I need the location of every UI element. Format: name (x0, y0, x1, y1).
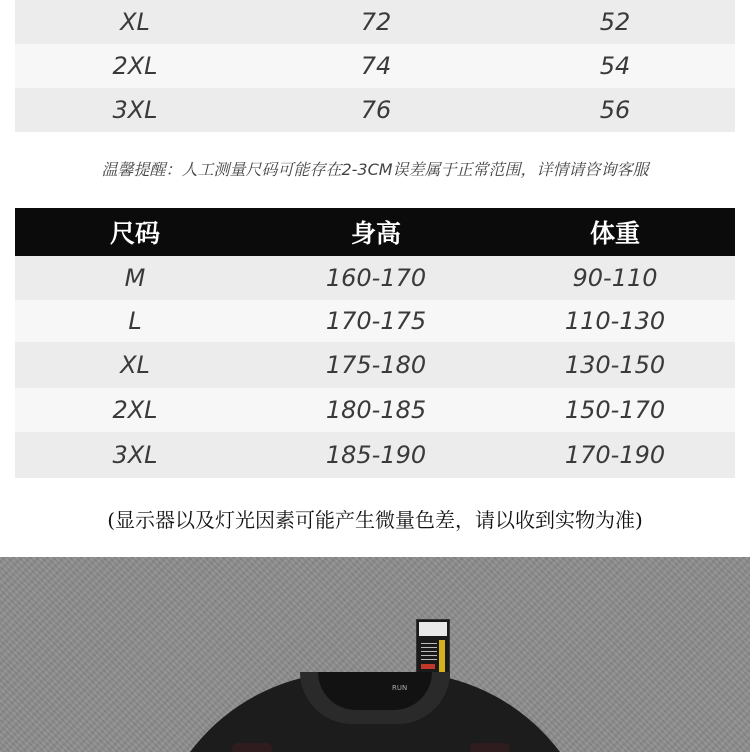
top-table-cell: 72 (360, 8, 392, 36)
size-table-header (15, 208, 735, 256)
weight-cell: 110-130 (564, 307, 666, 335)
neck-label: RUN (392, 684, 408, 692)
size-cell: M (124, 264, 146, 292)
size-table-row (15, 342, 735, 388)
top-table-cell: 2XL (112, 52, 158, 80)
header-weight: 体重 (589, 219, 641, 248)
shirt-print-right (470, 743, 510, 752)
weight-cell: 150-170 (564, 396, 666, 424)
hang-tag-text-lines (421, 642, 437, 660)
top-table-cell: 76 (360, 96, 392, 124)
shirt-print-left (232, 743, 272, 752)
top-table-row (15, 44, 735, 88)
top-table-cell: 74 (360, 52, 392, 80)
weight-cell: 90-110 (572, 264, 658, 292)
height-cell: 175-180 (325, 351, 427, 379)
product-photo (0, 557, 750, 752)
measurement-note: 温馨提醒：人工测量尺码可能存在2-3CM误差属于正常范围，详情请咨询客服 (101, 160, 649, 179)
top-table-cell: 54 (599, 52, 631, 80)
size-cell: 2XL (112, 396, 158, 424)
weight-cell: 170-190 (564, 441, 666, 469)
size-cell: 3XL (112, 441, 158, 469)
top-table-cell: 3XL (112, 96, 158, 124)
height-cell: 185-190 (325, 441, 427, 469)
header-size: 尺码 (109, 219, 161, 248)
weight-cell: 130-150 (564, 351, 666, 379)
top-table-row (15, 88, 735, 132)
size-table-row (15, 388, 735, 432)
size-table-row (15, 256, 735, 300)
size-table-row (15, 432, 735, 478)
top-table-cell: XL (120, 8, 150, 36)
hang-tag-logo (421, 664, 435, 669)
size-cell: XL (120, 351, 150, 379)
hang-tag-stripe (439, 640, 445, 676)
top-table-cell: 56 (599, 96, 631, 124)
height-cell: 180-185 (325, 396, 427, 424)
size-table-row (15, 300, 735, 342)
height-cell: 170-175 (325, 307, 427, 335)
top-table-cell: 52 (599, 8, 631, 36)
hang-tag-header (419, 622, 447, 636)
size-cell: L (128, 307, 142, 335)
color-disclaimer: (显示器以及灯光因素可能产生微量色差，请以收到实物为准) (107, 508, 643, 532)
height-cell: 160-170 (325, 264, 427, 292)
top-table-row (15, 0, 735, 44)
header-height: 身高 (350, 219, 402, 248)
